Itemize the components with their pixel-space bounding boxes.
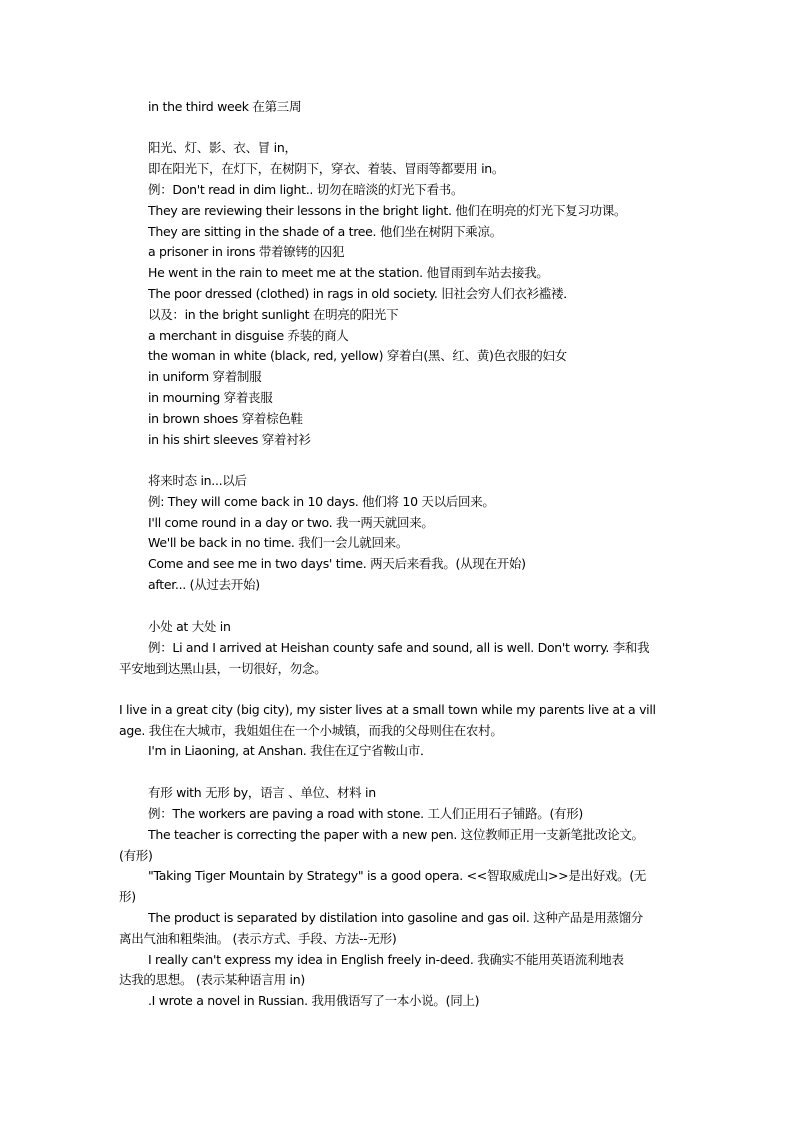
line-12: the woman in white (black, red, yellow) 穿着白(黑、红、黄)色衣服的妇女 — [148, 348, 567, 363]
line-21: Come and see me in two days' time. 两天后来看我。(从现在开始) — [148, 556, 526, 571]
line-35: The product is separated by distilation into gasoline and gas oil. 这种产品是用蒸馏分 — [148, 910, 643, 925]
line-5: They are reviewing their lessons in the bright light. 他们在明亮的灯光下复习功课。 — [148, 203, 627, 218]
line-32: (有形) — [119, 848, 153, 863]
line-6: They are sitting in the shade of a tree. 他们坐在树阴下乘凉。 — [148, 224, 502, 239]
line-33: "Taking Tiger Mountain by Strategy" is a good opera. <<智取威虎山>>是出好戏。(无 — [148, 868, 647, 883]
line-39: .I wrote a novel in Russian. 我用俄语写了一本小说。(同上) — [148, 993, 480, 1008]
line-28: I'm in Liaoning, at Anshan. 我住在辽宁省鞍山市． — [148, 743, 433, 758]
line-22: after... (从过去开始) — [148, 577, 260, 592]
line-8: He went in the rain to meet me at the station. 他冒雨到车站去接我。 — [148, 265, 549, 280]
line-3: 即在阳光下，在灯下，在树阴下，穿衣、着装、冒雨等都要用 in。 — [148, 161, 505, 176]
line-34: 形) — [119, 889, 136, 904]
line-7: a prisoner in irons 带着镣铐的囚犯 — [148, 244, 345, 259]
line-16: in his shirt sleeves 穿着衬衫 — [148, 432, 311, 447]
line-14: in mourning 穿着丧服 — [148, 390, 273, 405]
section-heading-with-by-in: 有形 with 无形 by，语言 、单位、材料 in — [148, 785, 376, 800]
section-heading-future: 将来时态 in...以后 — [148, 473, 247, 488]
line-15: in brown shoes 穿着棕色鞋 — [148, 411, 303, 426]
line-38: 达我的思想。 (表示某种语言用 in) — [119, 972, 305, 987]
line-19: I'll come round in a day or two. 我一两天就回来。 — [148, 515, 434, 530]
line-11: a merchant in disguise 乔装的商人 — [148, 328, 349, 343]
line-27: age. 我住在大城市，我姐姐住在一个小城镇，而我的父母则住在农村。 — [119, 723, 503, 738]
line-10: 以及：in the bright sunlight 在明亮的阳光下 — [148, 307, 399, 322]
line-4: 例：Don't read in dim light.. 切勿在暗淡的灯光下看书。 — [148, 182, 464, 197]
line-30: 例：The workers are paving a road with stone. 工人们正用石子铺路。(有形) — [148, 806, 584, 821]
line-36: 离出气油和粗柴油。 (表示方式、手段、方法--无形) — [119, 931, 397, 946]
line-25: 平安地到达黑山县，一切很好，勿念。 — [119, 661, 327, 676]
line-1: in the third week 在第三周 — [148, 99, 302, 114]
line-13: in uniform 穿着制服 — [148, 369, 262, 384]
line-9: The poor dressed (clothed) in rags in old society. 旧社会穷人们衣衫褴褛． — [148, 286, 576, 301]
line-37: I really can't express my idea in English freely in-deed. 我确实不能用英语流利地表 — [148, 952, 624, 967]
line-18: 例: They will come back in 10 days. 他们将 10 天以后回来。 — [148, 494, 495, 509]
line-26: I live in a great city (big city), my sister lives at a small town while my parents live at a vill — [119, 702, 656, 717]
section-heading-place: 小处 at 大处 in — [148, 619, 231, 634]
line-31: The teacher is correcting the paper with a new pen. 这位教师正用一支新笔批改论文。 — [148, 827, 644, 842]
section-heading-sunlight: 阳光、灯、影、衣、冒 in， — [148, 140, 297, 155]
line-24: 例：Li and I arrived at Heishan county safe and sound, all is well. Don't worry. 李和我 — [148, 640, 650, 655]
line-20: We'll be back in no time. 我们一会儿就回来。 — [148, 535, 409, 550]
